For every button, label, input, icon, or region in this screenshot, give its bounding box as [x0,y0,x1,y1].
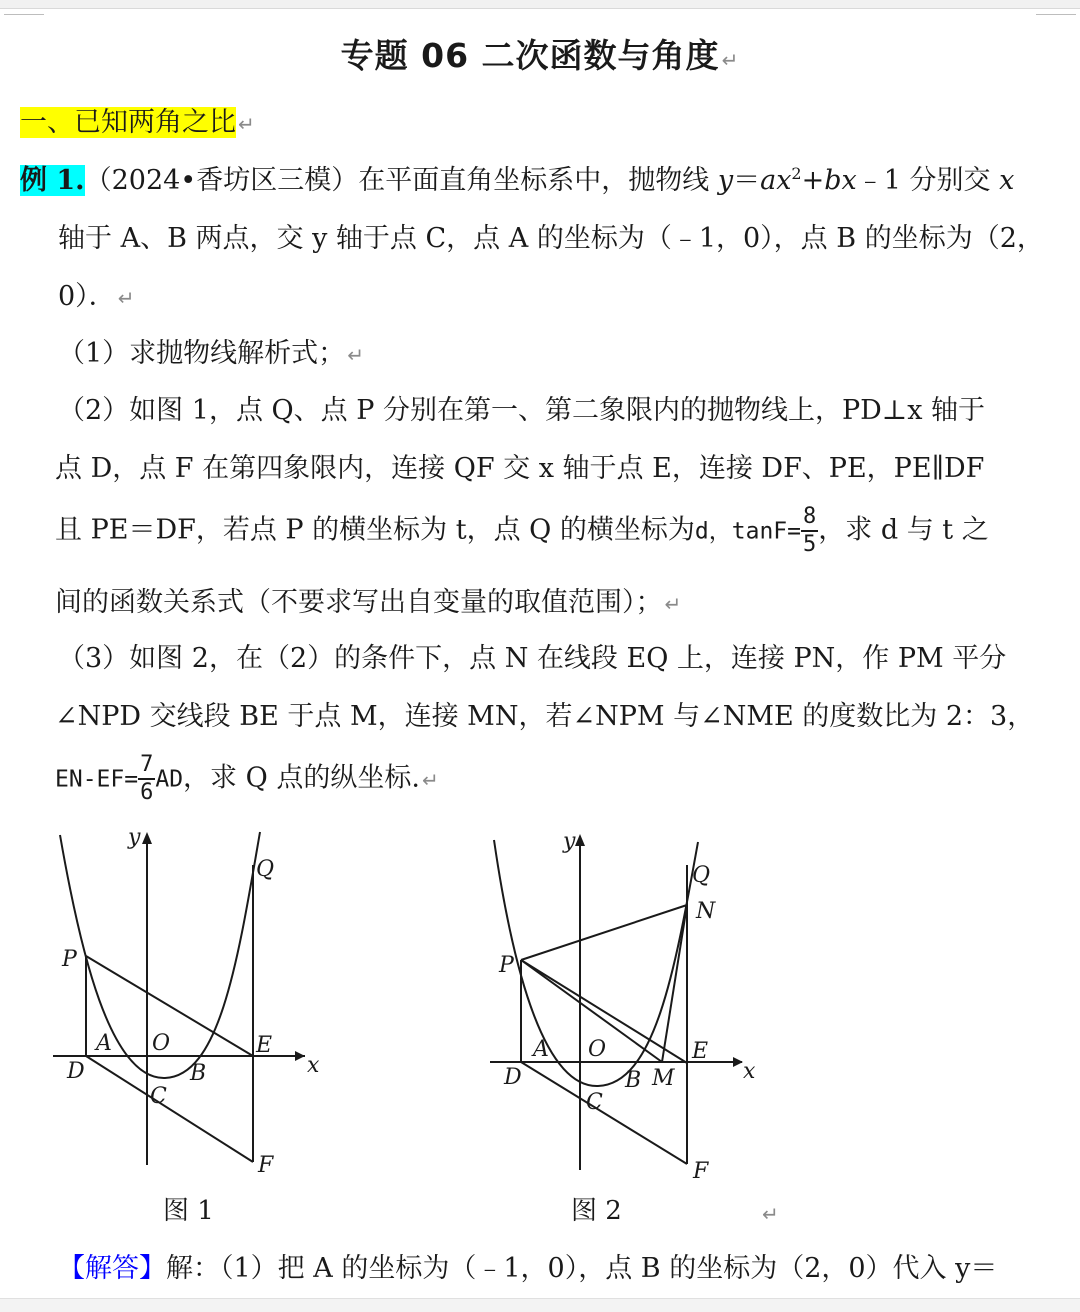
paragraph-mark-icon: ↵ [238,112,255,136]
fig2-label-f: F [693,1159,709,1180]
fig2-label-y: y [563,829,576,854]
figure-2-caption: 图 2 [571,1196,622,1226]
fig1-label-p: P [62,947,77,972]
paragraph-mark-icon: ↵ [721,48,740,72]
example-line-2: 轴于 A、B 两点，交 y 轴于点 C，点 A 的坐标为（﹣1，0），点 B 的坐标为（2， [58,223,1044,254]
window-top-strip [0,0,1080,9]
fig1-label-b: B [190,1061,207,1086]
fig2-label-b: B [625,1068,642,1093]
fig2-label-d: D [504,1065,522,1090]
page-corner-mark-left [4,4,44,15]
page-corner-mark-right [1036,4,1076,15]
question-2-line-2: 点 D，点 F 在第四象限内，连接 QF 交 x 轴于点 E，连接 DF、PE，PE∥DF [55,453,985,484]
fig2-label-e: E [692,1039,709,1064]
fig2-label-p: P [499,953,514,978]
y-axis-arrow [142,832,152,844]
paragraph-mark-icon: ↵ [762,1202,779,1226]
fig2-label-q: Q [692,863,711,888]
segment-mn [662,905,687,1062]
example-line-3: 0）． ↵ [58,281,135,312]
example-label: 例 1. [20,165,85,196]
fraction-tanf: $\frac{8}{5}$ [803,504,817,557]
section-heading: 一、已知两角之比 ↵ [20,107,255,138]
question-2-line-1: （2）如图 1，点 Q、点 P 分别在第一、第二象限内的抛物线上，PD⊥x 轴于 [58,395,986,426]
paragraph-mark-icon: ↵ [421,767,439,792]
paragraph-mark-icon: ↵ [664,592,682,616]
figure-2 [480,820,780,1180]
question-3-line-1: （3）如图 2，在（2）的条件下，点 N 在线段 EQ 上，连接 PN，作 PM 平分 [58,643,1007,674]
fig1-label-c: C [150,1084,167,1109]
question-2-line-3: 且 PE＝DF，若点 P 的横坐标为 t，点 Q 的横坐标为d，tanF= $\frac{8}{5}$ ，求 d 与 t 之 [55,504,989,557]
answer-line: 【解答】解：（1）把 A 的坐标为（﹣1，0），点 B 的坐标为（2，0）代入 y＝ [58,1253,998,1284]
fig2-label-n: N [696,899,716,924]
question-1: （1）求抛物线解析式； ↵ [58,338,364,369]
fig1-label-a: A [96,1031,112,1056]
paragraph-mark-icon: ↵ [347,343,364,367]
answer-label: 【解答】 [58,1253,166,1284]
segment-df [86,1056,253,1162]
fig2-label-o: O [588,1037,607,1062]
question-2-line-4: 间的函数关系式（不要求写出自变量的取值范围）； ↵ [55,587,682,618]
figure-1 [40,820,340,1180]
x-axis-arrow [295,1051,305,1061]
fig2-label-x: x [743,1059,756,1084]
fraction-seven-sixths: $\frac{7}{6}$ [140,752,154,805]
page-bottom-edge [0,1298,1080,1312]
segment-pn [521,905,687,960]
fig1-label-o: O [152,1031,171,1056]
question-3-line-3: EN-EF= $\frac{7}{6}$ AD，求 Q 点的纵坐标. ↵ [55,752,439,805]
fig2-label-a: A [533,1037,549,1062]
figure-1-caption: 图 1 [163,1196,214,1226]
example-line-1: 例 1.（2024•香坊区三模）在平面直角坐标系中，抛物线 $y=ax^2+bx﹣1$ 分别交 x [20,164,1015,196]
fig1-label-d: D [67,1059,85,1084]
y-axis-arrow [575,834,585,846]
paragraph-mark-icon: ↵ [117,286,135,310]
fig2-label-c: C [586,1090,603,1115]
fig1-label-y: y [128,825,141,850]
fig1-label-f: F [258,1153,274,1178]
fig1-label-x: x [307,1053,320,1078]
page-title: 专题 06 二次函数与角度 ↵ [340,36,740,75]
fig1-label-q: Q [256,857,275,882]
question-3-line-2: ∠NPD 交线段 BE 于点 M，连接 MN，若∠NPM 与∠NME 的度数比为 2：3， [55,701,1035,732]
fig2-label-m: M [652,1066,675,1091]
x-axis-arrow [733,1057,743,1067]
fig1-label-e: E [256,1033,273,1058]
